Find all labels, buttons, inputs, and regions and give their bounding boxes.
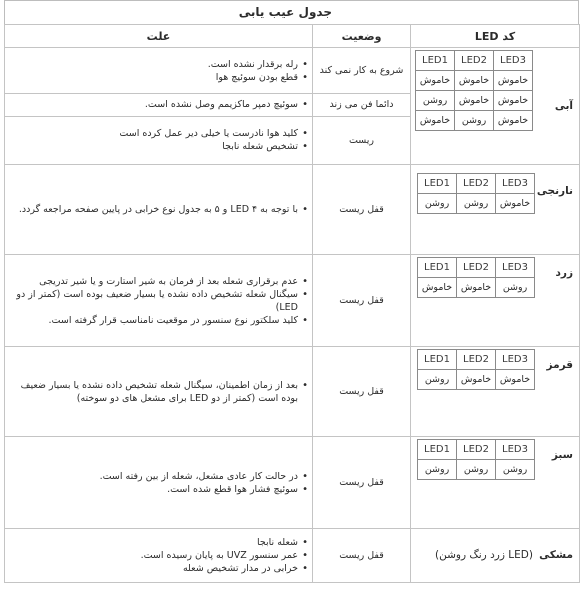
status-cell: قفل ریست — [313, 347, 411, 437]
led-cell-red — [411, 347, 580, 437]
table-row — [5, 165, 580, 255]
led-state: روشن — [418, 370, 457, 390]
cause-cell — [5, 437, 313, 529]
led-cell-yellow — [411, 255, 580, 347]
status-cell: قفل ریست — [313, 255, 411, 347]
cause-cell — [5, 255, 313, 347]
table-row — [5, 529, 580, 583]
led-label: LED2 — [457, 174, 496, 194]
cause-cell — [5, 165, 313, 255]
cause-item: • قطع بودن سوئیچ هوا — [13, 71, 298, 84]
led-label: LED1 — [418, 440, 457, 460]
led-state: خاموش — [496, 370, 535, 390]
led-state: روشن — [457, 460, 496, 480]
led-label: LED1 — [418, 174, 457, 194]
status-cell: دائما فن می زند — [313, 94, 411, 116]
status-cell: شروع به کار نمی کند — [313, 48, 411, 94]
led-state: روشن — [496, 278, 535, 298]
led-label: LED2 — [457, 350, 496, 370]
led-grid-green — [417, 439, 535, 480]
cause-item: • خرابی در مدار تشخیص شعله — [13, 562, 298, 575]
cause-item: • سیگنال شعله تشخیص داده نشده یا بسیار ضعیف بوده است (کمتر از دو LED) — [13, 288, 298, 314]
led-label: LED1 — [418, 350, 457, 370]
led-label: LED3 — [496, 350, 535, 370]
header-cause: علت — [5, 25, 313, 48]
led-state: خاموش — [455, 71, 494, 91]
cause-cell — [5, 347, 313, 437]
color-name: قرمز — [546, 359, 573, 371]
cause-item: • شعله نابجا — [13, 536, 298, 549]
table-row — [5, 48, 580, 94]
led-label: LED3 — [496, 258, 535, 278]
led-state: خاموش — [494, 91, 533, 111]
led-state: روشن — [416, 91, 455, 111]
cause-item: • کلید هوا نادرست یا خیلی دیر عمل کرده است — [13, 127, 298, 140]
status-cell: قفل ریست — [313, 529, 411, 583]
table-row — [5, 437, 580, 529]
led-label: LED3 — [496, 174, 535, 194]
led-state: خاموش — [457, 278, 496, 298]
led-state: خاموش — [418, 278, 457, 298]
status-cell: قفل ریست — [313, 437, 411, 529]
cause-item: • با توجه به LED ۴ و ۵ به جدول نوع خرابی در پایین صفحه مراجعه گردد. — [13, 203, 298, 216]
led-grid-red — [417, 349, 535, 390]
cause-cell — [5, 116, 313, 164]
status-cell: قفل ریست — [313, 165, 411, 255]
table-title-bar — [4, 0, 579, 24]
table-title: جدول عیب یابی — [238, 5, 332, 19]
cause-item: • در حالت کار عادی مشعل، شعله از بین رفته است. — [13, 470, 298, 483]
led-label: LED1 — [418, 258, 457, 278]
cause-item: • سوئیچ دمپر ماکزیمم وصل نشده است. — [13, 98, 298, 111]
led-cell-orange — [411, 165, 580, 255]
cause-item: • عمر سنسور UVZ به پایان رسیده است. — [13, 549, 298, 562]
led-state: روشن — [455, 111, 494, 131]
led-state: خاموش — [457, 370, 496, 390]
led-state: روشن — [418, 460, 457, 480]
led-grid-blue — [415, 50, 533, 131]
led-label: LED2 — [455, 51, 494, 71]
led-grid-yellow — [417, 257, 535, 298]
led-state: خاموش — [496, 194, 535, 214]
led-state: روشن — [457, 194, 496, 214]
led-state: روشن — [418, 194, 457, 214]
led-label: LED3 — [494, 51, 533, 71]
led-cell-black — [411, 529, 580, 583]
led-note: (LED زرد رنگ روشن) — [435, 549, 533, 561]
led-label: LED1 — [416, 51, 455, 71]
cause-item: • کلید سلکتور نوع سنسور در موقعیت نامناسب قرار گرفته است. — [13, 314, 298, 327]
led-state: خاموش — [416, 71, 455, 91]
troubleshooting-table — [4, 24, 580, 583]
color-name: نارنجی — [536, 185, 573, 197]
cause-cell — [5, 529, 313, 583]
status-cell: ریست — [313, 116, 411, 164]
table-row — [5, 347, 580, 437]
cause-cell — [5, 48, 313, 94]
led-state: خاموش — [494, 71, 533, 91]
color-name: سبز — [551, 449, 573, 461]
led-state: خاموش — [494, 111, 533, 131]
led-grid-orange — [417, 173, 535, 214]
cause-cell — [5, 94, 313, 116]
cause-item: • رله برقدار نشده است. — [13, 58, 298, 71]
cause-item: • بعد از زمان اطمینان، سیگنال شعله تشخیص داده نشده یا بسیار ضعیف بوده است (کمتر از دو LED برای مشعل های دو سوخته) — [13, 379, 298, 405]
led-label: LED2 — [457, 258, 496, 278]
header-status: وضعیت — [313, 25, 411, 48]
troubleshooting-document — [4, 0, 579, 596]
led-state: خاموش — [416, 111, 455, 131]
color-name: زرد — [555, 267, 573, 279]
cause-item: • تشخیص شعله نابجا — [13, 140, 298, 153]
led-state: خاموش — [455, 91, 494, 111]
led-cell-green — [411, 437, 580, 529]
led-state: روشن — [496, 460, 535, 480]
led-label: LED3 — [496, 440, 535, 460]
cause-item: • عدم برقراری شعله بعد از فرمان به شیر استارت و یا شیر تدریجی — [13, 275, 298, 288]
color-name: مشکی — [539, 549, 573, 561]
table-row — [5, 255, 580, 347]
led-cell-blue — [411, 48, 580, 165]
header-row — [5, 25, 580, 48]
color-name: آبی — [554, 100, 573, 112]
header-led-code: کد LED — [411, 25, 580, 48]
cause-item: • سوئیچ فشار هوا قطع شده است. — [13, 483, 298, 496]
led-label: LED2 — [457, 440, 496, 460]
